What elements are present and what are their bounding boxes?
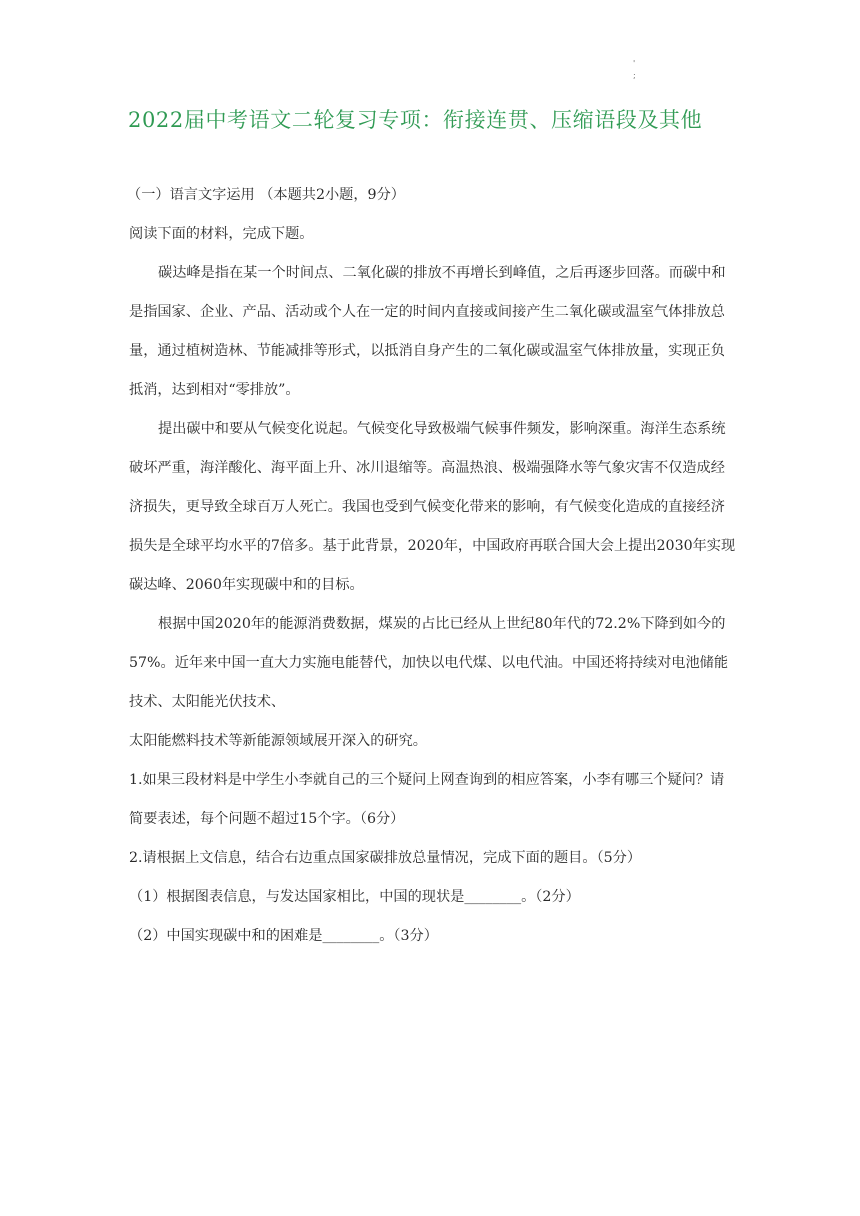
document-title: 2022届中考语文二轮复习专项：衔接连贯、压缩语段及其他 [128,108,703,132]
paragraph-2: 提出碳中和要从气候变化说起。气候变化导致极端气候事件频发，影响深重。海洋生态系统破坏严重，海洋酸化、海平面上升、冰川退缩等。高温热浪、极端强降水等气象灾害不仅造成经济损失，更导致全球百万人死亡。我国也受到气候变化带来的影响，有气候变化造成的直接经济损失是全球平均水平的7倍多。基于此背景，2020年，中国政府再联合国大会上提出2030年实现碳达峰、2060年实现碳中和的目标。 [129,421,736,593]
subquestion-1: （1）根据图表信息，与发达国家相比，中国的现状是________。（2分） [129,889,580,905]
question-1: 1.如果三段材料是中学生小李就自己的三个疑问上网查询到的相应答案，小李有哪三个疑问？请简要表述，每个问题不超过15个字。（6分） [129,772,725,827]
paragraph-3: 根据中国2020年的能源消费数据，煤炭的占比已经从上世纪80年代的72.2%下降到如今的57%。近年来中国一直大力实施电能替代，加快以电代煤、以电代油。中国还将持续对电池储能技术、太阳能光伏技术、 [129,616,729,710]
paragraph-1: 碳达峰是指在某一个时间点、二氧化碳的排放不再增长到峰值，之后再逐步回落。而碳中和是指国家、企业、产品、活动或个人在一定的时间内直接或间接产生二氧化碳或温室气体排放总量，通过植树造林、节能减排等形式，以抵消自身产生的二氧化碳或温室气体排放量，实现正负抵消，达到相对“零排放”。 [129,265,726,398]
section-heading: （一）语言文字运用 （本题共2小题，9分） [127,187,405,203]
subquestion-2: （2）中国实现碳中和的困难是________。（3分） [129,928,438,944]
corner-marks: ' ; [633,59,636,80]
question-2: 2.请根据上文信息，结合右边重点国家碳排放总量情况，完成下面的题目。（5分） [129,850,642,866]
paragraph-3-continuation: 太阳能燃料技术等新能源领域展开深入的研究。 [129,733,427,749]
instruction-text: 阅读下面的材料，完成下题。 [129,226,314,242]
document-content [129,176,736,956]
